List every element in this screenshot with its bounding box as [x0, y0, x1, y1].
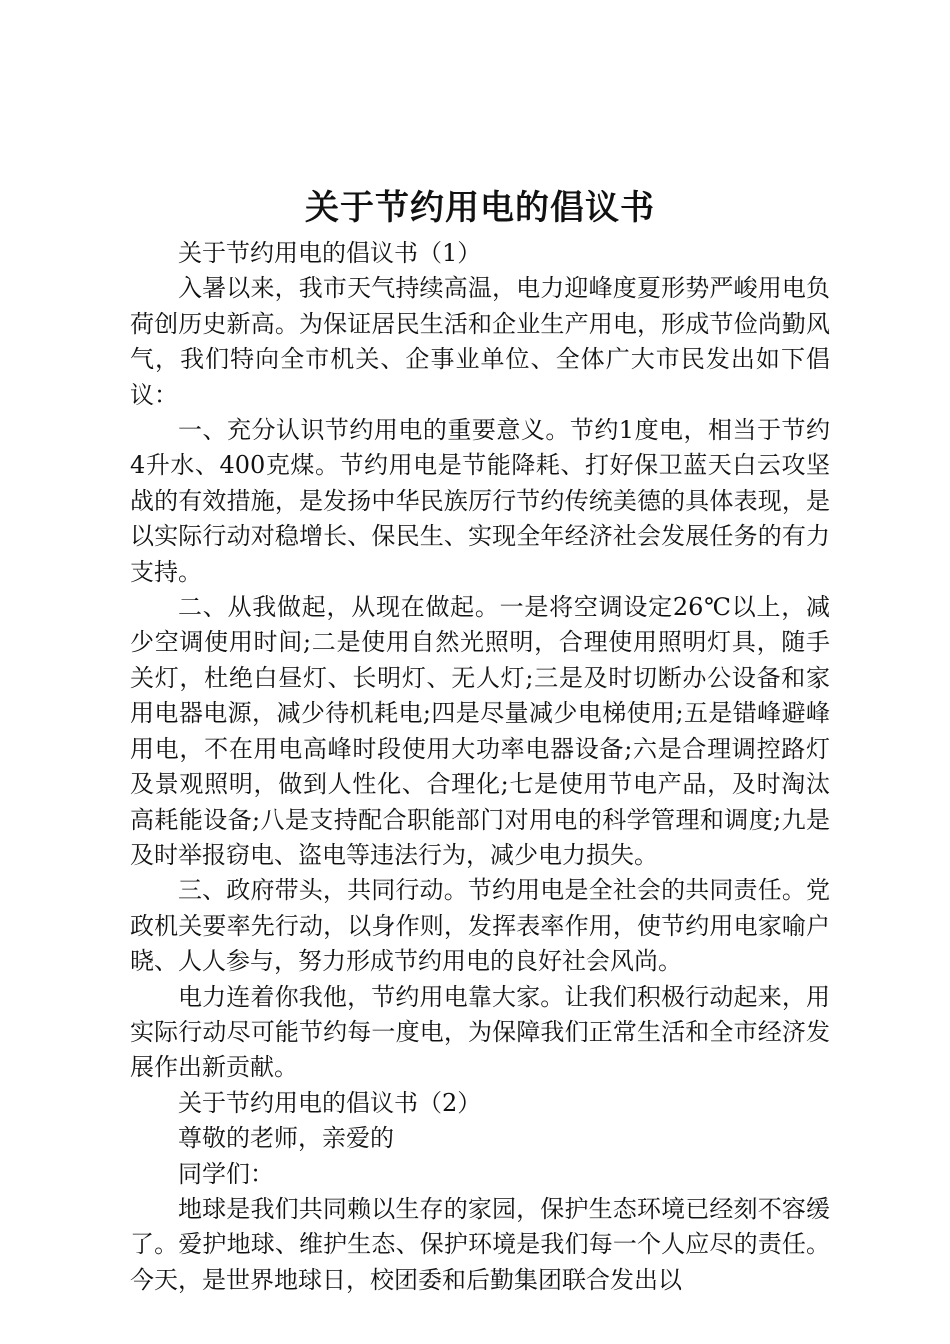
- proposal-item-1: 一、充分认识节约用电的重要意义。节约1度电，相当于节约4升水、400克煤。节约用电是节能降耗、打好保卫蓝天白云攻坚战的有效措施，是发扬中华民族厉行节约传统美德的具体表现，是以实际行动对稳增长、保民生、实现全年经济社会发展任务的有力支持。: [130, 416, 830, 586]
- closing-paragraph: 电力连着你我他，节约用电靠大家。让我们积极行动起来，用实际行动尽可能节约每一度电，为保障我们正常生活和全市经济发展作出新贡献。: [130, 982, 830, 1082]
- document-page: [130, 184, 830, 1298]
- section-heading-1: 关于节约用电的倡议书（1）: [178, 239, 482, 267]
- intro-paragraph: 入暑以来，我市天气持续高温，电力迎峰度夏形势严峻用电负荷创历史新高。为保证居民生活和企业生产用电，形成节俭尚勤风气，我们特向全市机关、企事业单位、全体广大市民发出如下倡议：: [130, 274, 830, 409]
- document-title: 关于节约用电的倡议书: [305, 188, 655, 228]
- salutation-line-1: 尊敬的老师，亲爱的: [178, 1124, 394, 1153]
- proposal-item-2: 二、从我做起，从现在做起。一是将空调设定26℃以上，减少空调使用时间;二是使用自然光照明，合理使用照明灯具，随手关灯，杜绝白昼灯、长明灯、无人灯;三是及时切断办公设备和家用电器电源，减少待机耗电;四是尽量减少电梯使用;五是错峰避峰用电，不在用电高峰时段使用大功率电器设备;六是合理调控路灯及景观照明，做到人性化、合理化;七是使用节电产品，及时淘汰高耗能设备;八是支持配合职能部门对用电的科学管理和调度;九是及时举报窃电、盗电等违法行为，减少电力损失。: [130, 593, 830, 869]
- salutation-line-2: 同学们：: [178, 1159, 274, 1188]
- proposal-item-3: 三、政府带头，共同行动。节约用电是全社会的共同责任。党政机关要率先行动，以身作则，发挥表率作用，使节约用电家喻户晓、人人参与，努力形成节约用电的良好社会风尚。: [130, 876, 830, 976]
- body-paragraph: 地球是我们共同赖以生存的家园，保护生态环境已经刻不容缓了。爱护地球、维护生态、保护环境是我们每一个人应尽的责任。今天，是世界地球日，校团委和后勤集团联合发出以: [130, 1194, 830, 1294]
- section-heading-2: 关于节约用电的倡议书（2）: [178, 1088, 482, 1117]
